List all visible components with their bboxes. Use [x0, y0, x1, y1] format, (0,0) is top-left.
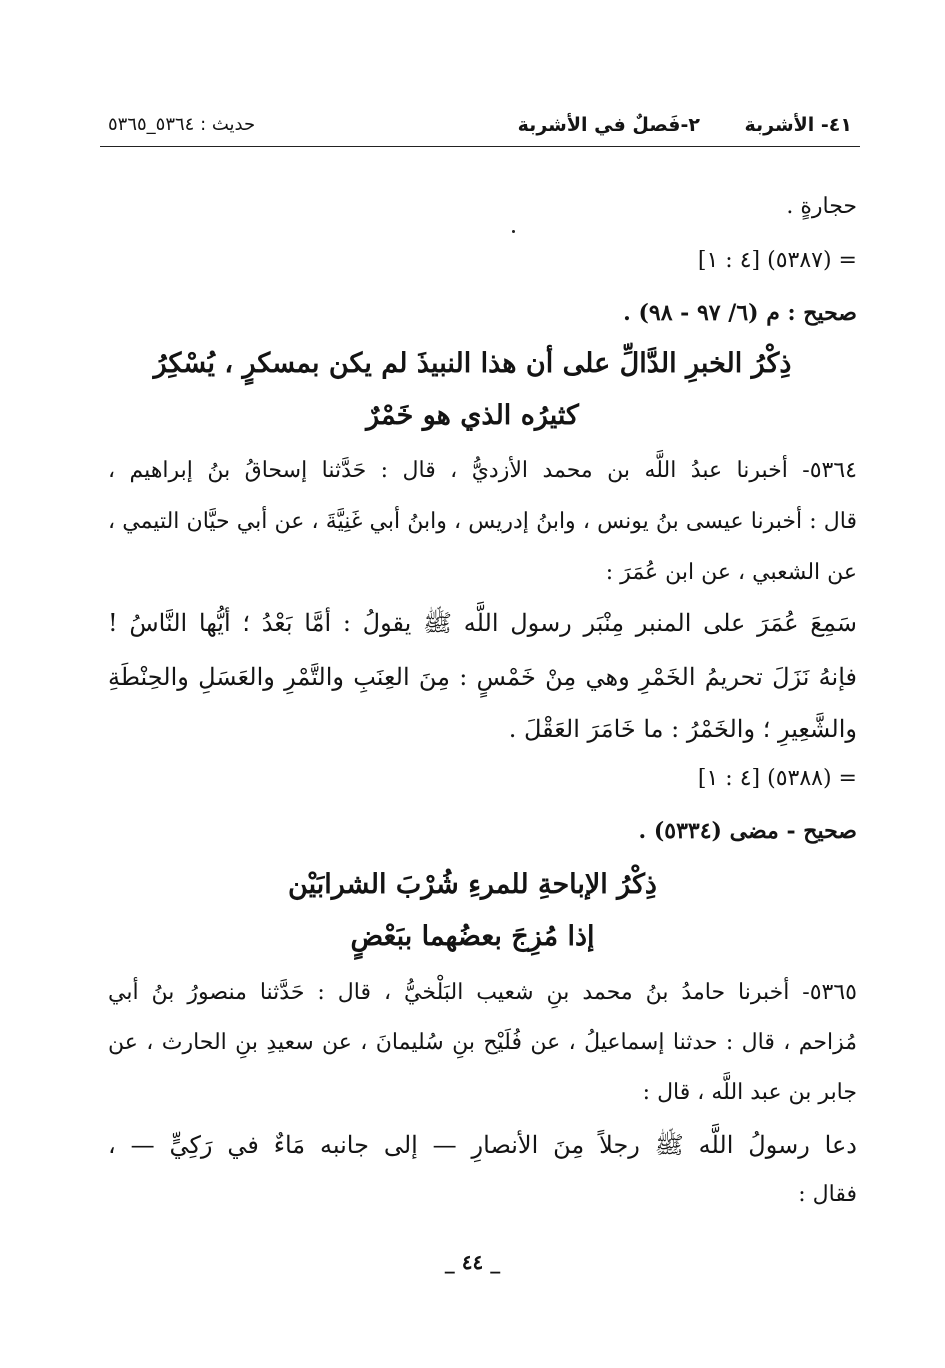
chapter-title: ٤١- الأشربة [744, 114, 852, 136]
isnad-line: عن الشعبي ، عن ابن عُمَرَ : [605, 560, 857, 585]
header-divider [100, 146, 860, 147]
text-line: حجارةٍ . [786, 194, 857, 219]
hadith-range: حديث : ٥٣٦٤_٥٣٦٥ [108, 114, 256, 135]
chapter-heading: إذا مُزِجَ بعضُهما ببَعْضٍ [350, 921, 595, 952]
isnad-line: قال : أخبرنا عيسى بنُ يونس ، وابنُ إدريس ، وابنُ أبي غَنِيَّةَ ، عن أبي حيَّان التيمي ، [108, 509, 857, 534]
grading-line: صحيح : م (٦/ ٩٧ - ٩٨) . [623, 300, 857, 326]
chapter-heading: كثيرُه الذي هو خَمْرٌ [366, 400, 579, 431]
section-title: ٢-فَصلٌ في الأشربة [517, 114, 700, 136]
chapter-heading: ذِكْرُ الخبرِ الدَّالِّ على أن هذا النبيذَ لم يكن بمسكرٍ ، يُسْكِرُ [153, 348, 792, 379]
print-speck [512, 230, 515, 233]
hadith-text-line: فإنهُ نَزَلَ تحريمُ الخَمْرِ وهي مِنْ خَمْسٍ : مِنَ العِنَبِ والتَّمْرِ والعَسَلِ والحِنْطَةِ [108, 663, 857, 691]
grading-line: صحيح - مضى (٥٣٣٤) . [638, 818, 857, 844]
isnad-line: ٥٣٦٤- أخبرنا عبدُ اللَّه بن محمد الأزديُّ ، قال : حَدَّثنا إسحاقُ بنُ إبراهيم ، [108, 458, 857, 483]
hadith-text-line: فقال : [798, 1182, 857, 1207]
page-number: _ ٤٤ _ [444, 1250, 501, 1274]
reference-line: = (٥٣٨٨) [٤ : ١] [697, 766, 857, 791]
isnad-line: ٥٣٦٥- أخبرنا حامدُ بنُ محمد بنِ شعيب البَلْخيُّ ، قال : حَدَّثنا منصورُ بنُ أبي [108, 980, 857, 1005]
hadith-text-line: دعا رسولُ اللَّه ﷺ رجلاً مِنَ الأنصارِ — إلى جانبه مَاءٌ في رَكِيٍّ — ، [108, 1131, 857, 1159]
chapter-heading: ذِكْرُ الإباحةِ للمرءِ شُرْبَ الشرابَيْن [288, 869, 657, 900]
running-header [100, 106, 860, 146]
isnad-line: جابر بن عبد اللَّه ، قال : [642, 1080, 857, 1105]
reference-line: = (٥٣٨٧) [٤ : ١] [697, 248, 857, 273]
hadith-text-line: سَمِعَ عُمَرَ على المنبر مِنْبَر رسول اللَّه ﷺ يقولُ : أمَّا بَعْدُ ؛ أيُّها النَّاسُ ! [108, 609, 857, 637]
hadith-text-line: والشَّعِيرِ ؛ والخَمْرُ : ما خَامَرَ العَقْلَ . [508, 715, 857, 743]
isnad-line: مُزاحم ، قال : حدثنا إسماعيلُ ، عن فُلَيْح بنِ سُليمانَ ، عن سعيدِ بنِ الحارث ، عن [108, 1030, 857, 1055]
